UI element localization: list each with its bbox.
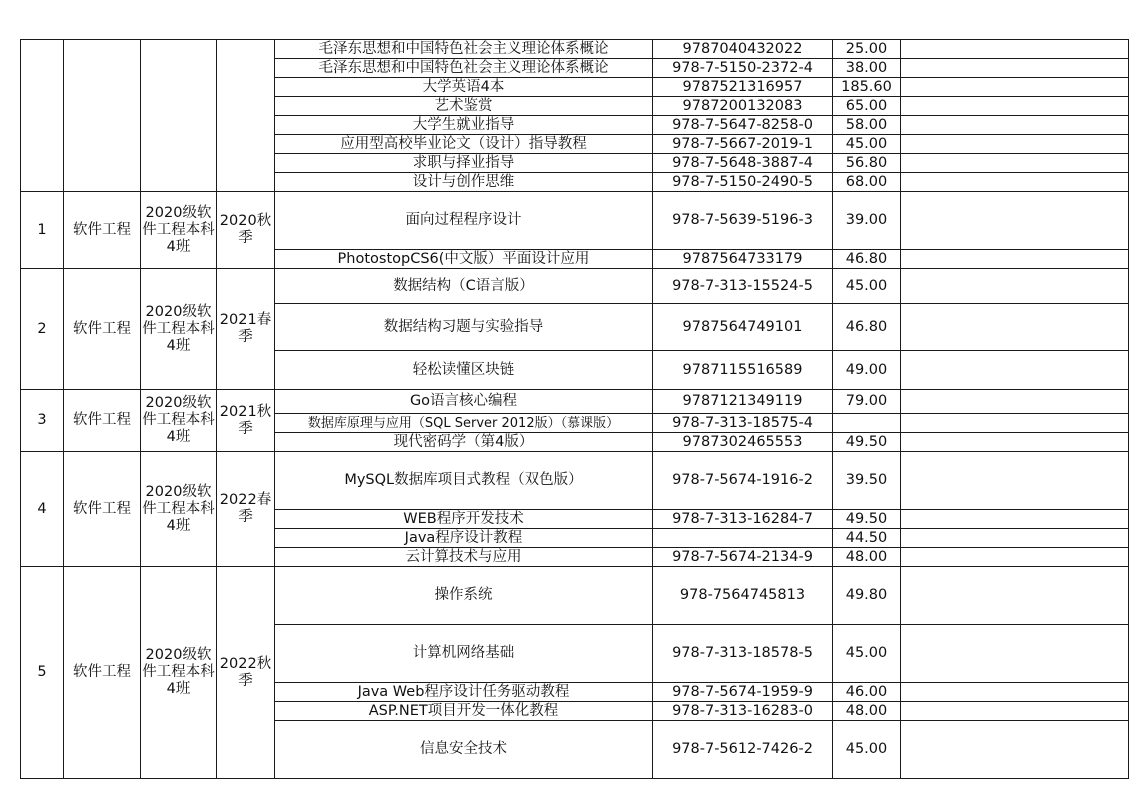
note-cell	[901, 433, 1129, 452]
price-cell: 39.00	[833, 192, 901, 250]
book-title-cell: Go语言核心编程	[275, 390, 653, 414]
note-cell	[901, 721, 1129, 779]
isbn-cell: 978-7-5647-8258-0	[653, 116, 833, 135]
no-cell: 3	[21, 390, 64, 452]
price-cell: 49.00	[833, 351, 901, 390]
term-cell: 2022秋季	[217, 567, 275, 779]
price-cell: 185.60	[833, 78, 901, 97]
isbn-cell: 978-7-5639-5196-3	[653, 192, 833, 250]
note-cell	[901, 59, 1129, 78]
note-cell	[901, 414, 1129, 433]
price-cell: 45.00	[833, 721, 901, 779]
class-cell	[141, 40, 217, 192]
isbn-cell: 9787521316957	[653, 78, 833, 97]
price-cell: 39.50	[833, 452, 901, 510]
price-cell: 56.80	[833, 154, 901, 173]
class-cell: 2020级软件工程本科4班	[141, 269, 217, 390]
table-row	[21, 192, 1129, 250]
note-cell	[901, 351, 1129, 390]
isbn-cell: 978-7-5648-3887-4	[653, 154, 833, 173]
isbn-cell: 978-7564745813	[653, 567, 833, 625]
isbn-cell: 978-7-313-18575-4	[653, 414, 833, 433]
book-title-cell: 面向过程程序设计	[275, 192, 653, 250]
price-cell: 58.00	[833, 116, 901, 135]
term-cell: 2020秋季	[217, 192, 275, 269]
isbn-cell: 978-7-5674-2134-9	[653, 548, 833, 567]
isbn-cell	[653, 529, 833, 548]
table-row	[21, 390, 1129, 414]
isbn-cell: 9787115516589	[653, 351, 833, 390]
isbn-cell: 9787200132083	[653, 97, 833, 116]
note-cell	[901, 250, 1129, 269]
note-cell	[901, 567, 1129, 625]
isbn-cell: 978-7-5150-2490-5	[653, 173, 833, 192]
class-cell: 2020级软件工程本科4班	[141, 567, 217, 779]
note-cell	[901, 529, 1129, 548]
book-title-cell: 毛泽东思想和中国特色社会主义理论体系概论	[275, 40, 653, 59]
isbn-cell: 978-7-5674-1916-2	[653, 452, 833, 510]
major-cell: 软件工程	[64, 452, 141, 567]
note-cell	[901, 116, 1129, 135]
note-cell	[901, 78, 1129, 97]
price-cell: 48.00	[833, 548, 901, 567]
book-title-cell: 艺术鉴赏	[275, 97, 653, 116]
isbn-cell: 9787564749101	[653, 304, 833, 351]
major-cell	[64, 40, 141, 192]
major-cell: 软件工程	[64, 390, 141, 452]
table-row	[21, 269, 1129, 304]
price-cell: 38.00	[833, 59, 901, 78]
major-cell: 软件工程	[64, 269, 141, 390]
book-title-cell: MySQL数据库项目式教程（双色版）	[275, 452, 653, 510]
note-cell	[901, 548, 1129, 567]
book-title-cell: 信息安全技术	[275, 721, 653, 779]
price-cell: 45.00	[833, 269, 901, 304]
price-cell: 79.00	[833, 390, 901, 414]
price-cell: 45.00	[833, 625, 901, 683]
table-row	[21, 452, 1129, 510]
isbn-cell: 9787040432022	[653, 40, 833, 59]
note-cell	[901, 390, 1129, 414]
no-cell: 2	[21, 269, 64, 390]
isbn-cell: 978-7-313-18578-5	[653, 625, 833, 683]
price-cell: 48.00	[833, 702, 901, 721]
price-cell: 46.00	[833, 683, 901, 702]
note-cell	[901, 154, 1129, 173]
price-cell: 46.80	[833, 304, 901, 351]
book-title-cell: 数据库原理与应用（SQL Server 2012版）（慕课版）	[275, 414, 653, 433]
price-cell: 25.00	[833, 40, 901, 59]
note-cell	[901, 702, 1129, 721]
no-cell: 1	[21, 192, 64, 269]
term-cell	[217, 40, 275, 192]
book-title-cell: WEB程序开发技术	[275, 510, 653, 529]
note-cell	[901, 97, 1129, 116]
price-cell: 49.80	[833, 567, 901, 625]
table-row	[21, 567, 1129, 625]
term-cell: 2022春季	[217, 452, 275, 567]
class-cell: 2020级软件工程本科4班	[141, 192, 217, 269]
book-title-cell: 求职与择业指导	[275, 154, 653, 173]
price-cell	[833, 414, 901, 433]
isbn-cell: 978-7-5667-2019-1	[653, 135, 833, 154]
note-cell	[901, 510, 1129, 529]
note-cell	[901, 173, 1129, 192]
book-title-cell: 应用型高校毕业论文（设计）指导教程	[275, 135, 653, 154]
book-title-cell: 计算机网络基础	[275, 625, 653, 683]
term-cell: 2021秋季	[217, 390, 275, 452]
price-cell: 45.00	[833, 135, 901, 154]
note-cell	[901, 40, 1129, 59]
note-cell	[901, 135, 1129, 154]
isbn-cell: 9787564733179	[653, 250, 833, 269]
book-title-cell: 操作系统	[275, 567, 653, 625]
class-cell: 2020级软件工程本科4班	[141, 390, 217, 452]
book-title-cell: 大学英语4本	[275, 78, 653, 97]
book-title-cell: Java程序设计教程	[275, 529, 653, 548]
note-cell	[901, 192, 1129, 250]
book-title-cell: ASP.NET项目开发一体化教程	[275, 702, 653, 721]
book-title-cell: 毛泽东思想和中国特色社会主义理论体系概论	[275, 59, 653, 78]
major-cell: 软件工程	[64, 567, 141, 779]
isbn-cell: 978-7-5674-1959-9	[653, 683, 833, 702]
book-title-cell: 大学生就业指导	[275, 116, 653, 135]
no-cell	[21, 40, 64, 192]
book-title-cell: Java Web程序设计任务驱动教程	[275, 683, 653, 702]
note-cell	[901, 625, 1129, 683]
note-cell	[901, 452, 1129, 510]
book-title-cell: 现代密码学（第4版）	[275, 433, 653, 452]
term-cell: 2021春季	[217, 269, 275, 390]
textbook-table	[20, 39, 1129, 779]
price-cell: 49.50	[833, 510, 901, 529]
book-title-cell: PhotostopCS6(中文版）平面设计应用	[275, 250, 653, 269]
no-cell: 4	[21, 452, 64, 567]
note-cell	[901, 304, 1129, 351]
price-cell: 65.00	[833, 97, 901, 116]
book-title-cell: 轻松读懂区块链	[275, 351, 653, 390]
book-title-cell: 设计与创作思维	[275, 173, 653, 192]
price-cell: 68.00	[833, 173, 901, 192]
class-cell: 2020级软件工程本科4班	[141, 452, 217, 567]
isbn-cell: 9787121349119	[653, 390, 833, 414]
isbn-cell: 978-7-313-15524-5	[653, 269, 833, 304]
isbn-cell: 978-7-5612-7426-2	[653, 721, 833, 779]
table-row	[21, 40, 1129, 59]
major-cell: 软件工程	[64, 192, 141, 269]
book-title-cell: 数据结构（C语言版）	[275, 269, 653, 304]
book-title-cell: 云计算技术与应用	[275, 548, 653, 567]
note-cell	[901, 683, 1129, 702]
note-cell	[901, 269, 1129, 304]
isbn-cell: 978-7-5150-2372-4	[653, 59, 833, 78]
price-cell: 46.80	[833, 250, 901, 269]
price-cell: 44.50	[833, 529, 901, 548]
no-cell: 5	[21, 567, 64, 779]
isbn-cell: 978-7-313-16284-7	[653, 510, 833, 529]
book-title-cell: 数据结构习题与实验指导	[275, 304, 653, 351]
isbn-cell: 978-7-313-16283-0	[653, 702, 833, 721]
price-cell: 49.50	[833, 433, 901, 452]
isbn-cell: 9787302465553	[653, 433, 833, 452]
